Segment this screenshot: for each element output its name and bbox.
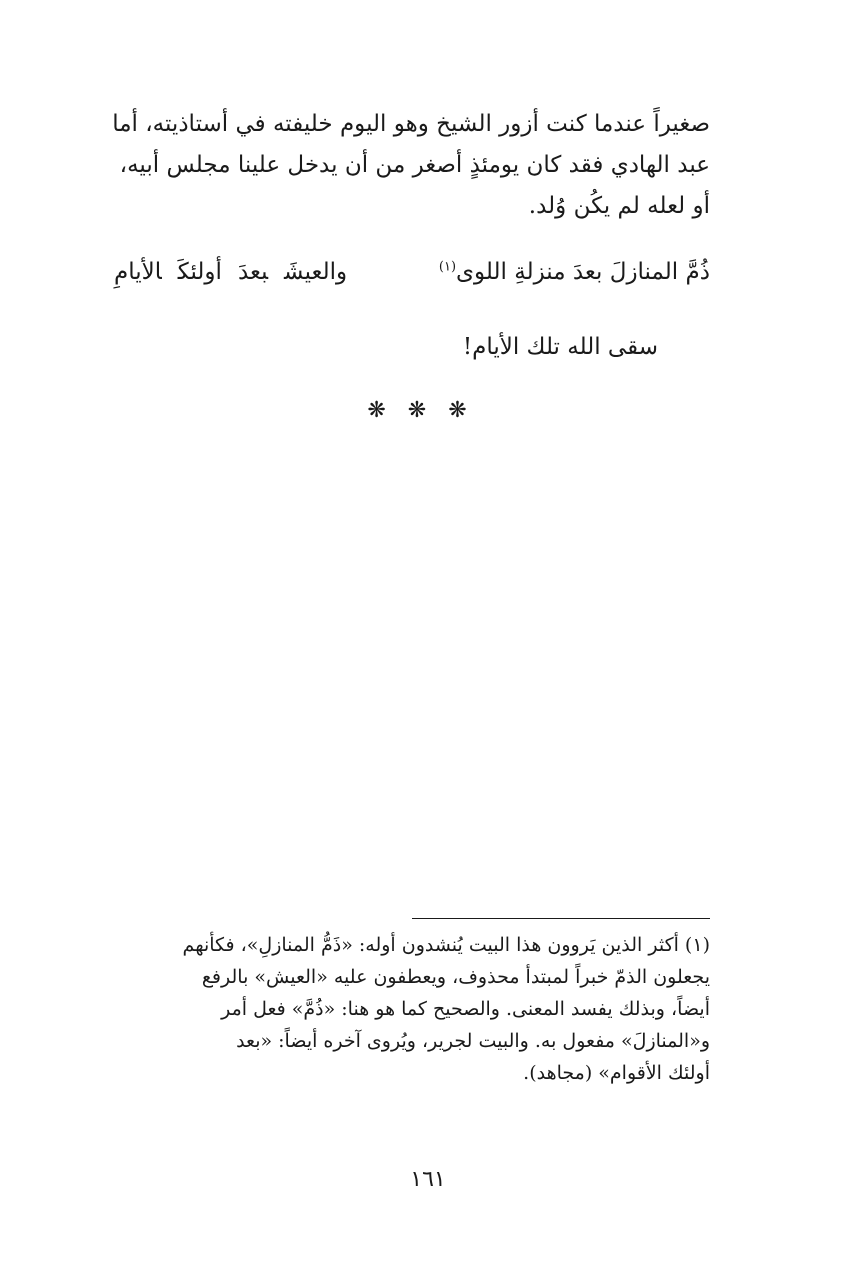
footnote-line: أيضاً، وبذلك يفسد المعنى. والصحيح كما هو هنا: «ذُمَّ» فعل أمر	[221, 998, 710, 1020]
verse-word: والعيشَ	[284, 259, 348, 285]
verse-word: الأيامِ	[114, 259, 162, 285]
footnote-line: أولئك الأقوام» (مجاهد).	[523, 1062, 710, 1084]
section-separator	[0, 393, 856, 429]
page-number: ١٦١	[410, 1167, 446, 1192]
body-line: عبد الهادي فقد كان يومئذٍ أصغر من أن يدخل علينا مجلس أبيه،	[119, 152, 710, 178]
body-line: صغيراً عندما كنت أزور الشيخ وهو اليوم خليفته في أستاذيته، أما	[112, 111, 710, 137]
verse-word: أولئكَ	[177, 259, 222, 285]
body-paragraph	[114, 104, 710, 227]
exclamation-line: سقى الله تلك الأيام!	[462, 334, 658, 360]
verse-first-hemistich-text: ذُمَّ المنازلَ بعدَ منزلةِ اللوى	[456, 259, 710, 285]
asterism-icon: ❋	[367, 398, 408, 423]
asterism-icon: ❋	[407, 398, 449, 423]
asterism-icon: ❋	[448, 398, 489, 423]
footnote-line: و«المنازلَ» مفعول به. والبيت لجرير، ويُروى آخره أيضاً: «بعد	[236, 1030, 710, 1052]
verse-first-hemistich	[439, 252, 710, 292]
footnote-reference: (١)	[438, 259, 457, 275]
footnote	[114, 929, 710, 1089]
footnote-divider	[412, 918, 710, 919]
poetry-verse	[114, 252, 710, 292]
body-line: أو لعله لم يكُن وُلد.	[528, 193, 710, 219]
footnote-line: يجعلون الذمّ خبراً لمبتدأ محذوف، ويعطفون عليه «العيش» بالرفع	[201, 966, 710, 988]
verse-second-hemistich	[114, 252, 347, 292]
verse-word: بعدَ	[237, 259, 269, 285]
footnote-line: (١) أكثر الذين يَروون هذا البيت يُنشدون أوله: «ذَمُّ المنازلِ»، فكأنهم	[182, 934, 710, 956]
